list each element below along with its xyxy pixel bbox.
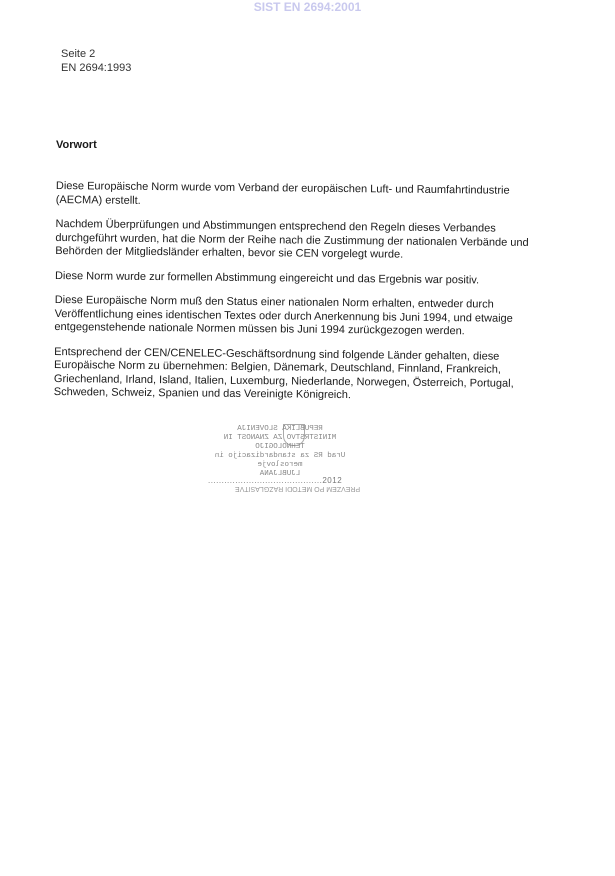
text-line: Entsprechend der CEN/CENELEC-Geschäftsordnung sind folgende Länder gehalten, diese [54,345,500,363]
text-line: Diese Norm wurde zur formellen Abstimmung eingereicht und das Ergebnis war positiv. [54,269,480,286]
text-line: Europäische Norm zu übernehmen: Belgien, Dänemark, Deutschland, Finnland, Frankreich, [53,358,502,376]
text-line: entgegenstehende nationale Normen müssen bis Juni 1994 zurückgezogen werden. [54,320,465,338]
paragraph [53,345,514,403]
text-line: Behörden der Mitgliedsländer erhalten, bevor sie CEN vorgelegt wurde. [55,244,404,261]
page-header [61,47,131,75]
page-number: Seite 2 [61,48,96,60]
paragraph [54,293,513,339]
text-line: durchgeführt wurden, hat die Norm der Reihe nach die Zustimmung der nationalen Verbände und [55,231,529,249]
text-line: Nachdem Überprüfungen und Abstimmungen entsprechend den Regeln dieses Verbandes [55,217,496,235]
signature-line: ..........................................2012 [208,476,343,485]
paragraph [54,269,480,287]
text-line: (AECMA) erstellt. [55,193,141,207]
stamp-caption: PREVZEM PO METODI RAZGLASITVE [235,485,361,492]
stamp [210,425,350,479]
stamp-line: MINISTRSTVO ZA ZNANOST IN TEHNOLOGIJO [223,434,337,451]
paragraph [55,180,510,211]
document-number: EN 2694:1993 [61,62,132,74]
text-line: Griechenland, Irland, Island, Italien, Luxemburg, Niederlande, Norwegen, Österreich, Portugal, [53,372,514,390]
text-line: Schweden, Schweiz, Spanien und das Vereinigte Königreich. [53,385,352,402]
text-line: Diese Europäische Norm muß den Status einer nationalen Norm erhalten, entweder durch [54,293,494,311]
paragraph [55,217,529,263]
text-line: Veröffentlichung eines identischen Textes oder durch Anerkennung bis Juni 1994, und etwaige [54,307,513,325]
section-heading: Vorwort [56,139,97,151]
stamp-line: Urad RS za standardizacijo in meroslovje [214,452,346,469]
watermark: SIST EN 2694:2001 [253,0,362,14]
stamp-line: LJUBLJANA [259,470,301,478]
stamp-line: REPUBLIKA SLOVENIJA [237,425,323,433]
text-line: Diese Europäische Norm wurde vom Verband der europäischen Luft- und Raumfahrtindustrie [55,180,510,197]
document-body [53,180,529,415]
